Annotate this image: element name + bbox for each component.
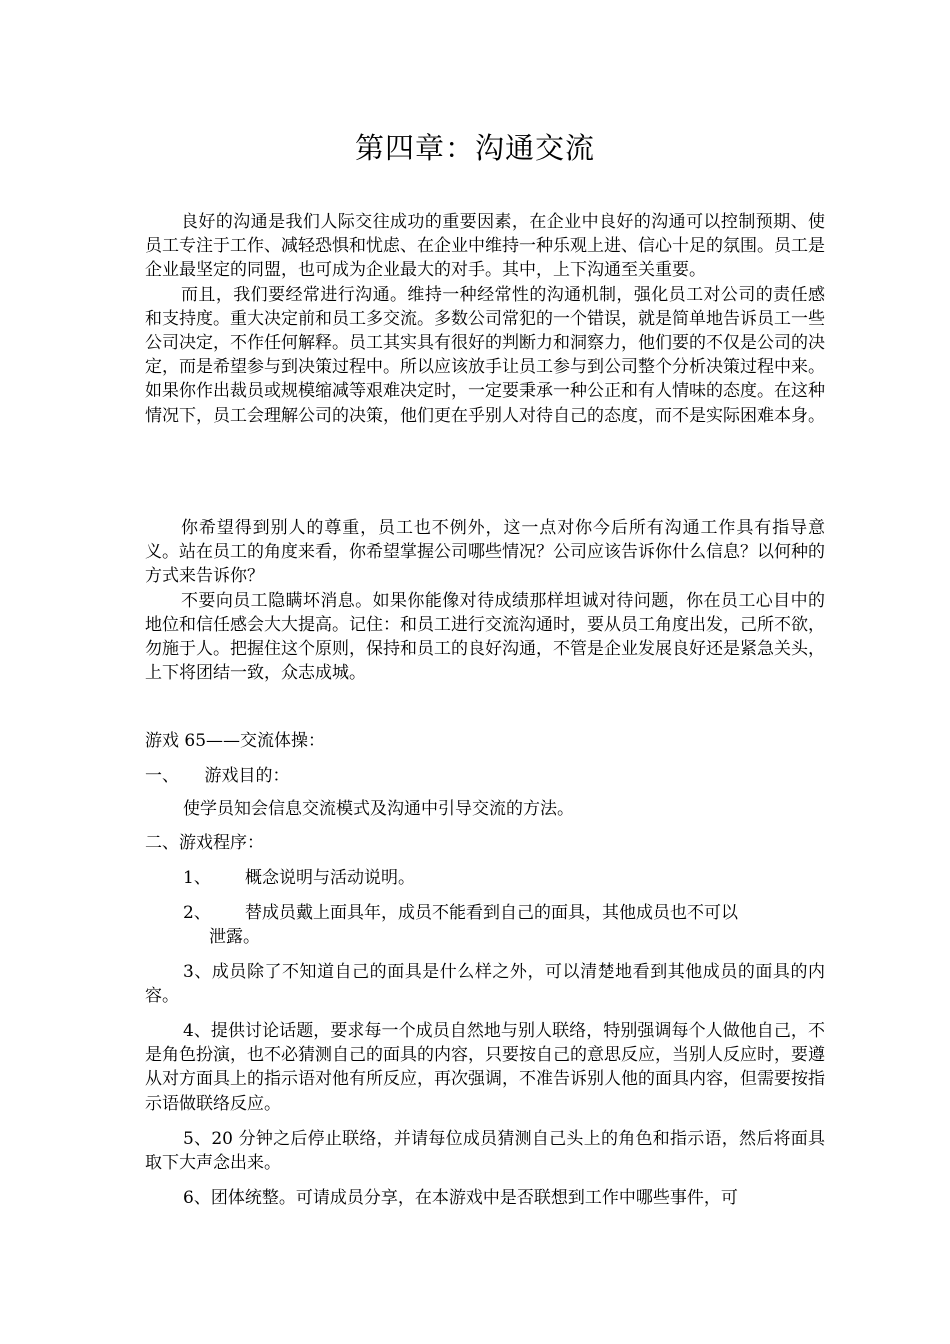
step-2-text-b: 泄露。 (209, 927, 260, 947)
intro-paragraph-3: 你希望得到别人的尊重，员工也不例外，这一点对你今后所有沟通工作具有指导意义。站在员工的角度来看，你希望掌握公司哪些情况？公司应该告诉你什么信息？以何种的方式来告诉你？ (145, 518, 825, 587)
step-5 (145, 1127, 825, 1175)
chapter-title: 第四章：沟通交流 (354, 131, 595, 165)
intro-block-1 (145, 210, 825, 428)
intro-paragraph-2: 而且，我们要经常进行沟通。维持一种经常性的沟通机制，强化员工对公司的责任感和支持度。重大决定前和员工多交流。多数公司常犯的一个错误，就是简单地告诉员工一些公司决定，不作任何解释。员工其实具有很好的判断力和洞察力，他们要的不仅是公司的决定，而是希望参与到决策过程中。所以应该放手让员工参与到公司整个分析决策过程中来。如果你作出裁员或规模缩减等艰难决定时，一定要秉承一种公正和有人情味的态度。在这种情况下，员工会理解公司的决策，他们更在乎别人对待自己的态度，而不是实际困难本身。 (145, 284, 825, 426)
step-3 (145, 960, 825, 1008)
step-4 (145, 1019, 825, 1116)
section-2-heading (145, 831, 825, 855)
step-2 (183, 901, 823, 949)
step-6-text: 6、团体统整。可请成员分享，在本游戏中是否联想到工作中哪些事件，可 (183, 1188, 738, 1208)
game-title (145, 729, 825, 753)
intro-paragraph-4: 不要向员工隐瞒坏消息。如果你能像对待成绩那样坦诚对待问题，你在员工心目中的地位和信任感会大大提高。记住：和员工进行交流沟通时，要从员工角度出发，己所不欲，勿施于人。把握住这个原则，保持和员工的良好沟通，不管是企业发展良好还是紧急关头，上下将团结一致，众志成城。 (145, 590, 825, 684)
step-1-number: 1、 (183, 868, 211, 888)
section-1-label: 一、 游戏目的： (145, 766, 290, 786)
game-title-text: 游戏 65——交流体操： (145, 731, 326, 751)
step-2-text-a: 替成员戴上面具年，成员不能看到自己的面具，其他成员也不可以 (245, 903, 738, 923)
section-1-heading (145, 764, 825, 788)
step-3-text: 3、成员除了不知道自己的面具是什么样之外，可以清楚地看到其他成员的面具的内容。 (145, 962, 825, 1007)
step-2-number: 2、 (183, 903, 211, 923)
intro-block-2 (145, 516, 825, 685)
step-5-text: 5、20 分钟之后停止联络，并请每位成员猜测自己头上的角色和指示语，然后将面具取下大声念出来。 (145, 1129, 825, 1174)
step-4-text: 4、提供讨论话题，要求每一个成员自然地与别人联络，特别强调每个人做他自己，不是角色扮演，也不必猜测自己的面具的内容，只要按自己的意思反应，当别人反应时，要遵从对方面具上的指示语对他有所反应，再次强调，不准告诉别人他的面具内容，但需要按指示语做联络反应。 (145, 1021, 825, 1114)
step-1 (183, 866, 823, 890)
section-2-label: 二、游戏程序： (145, 833, 264, 853)
game-purpose: 使学员知会信息交流模式及沟通中引导交流的方法。 (183, 799, 574, 819)
intro-paragraph-1: 良好的沟通是我们人际交往成功的重要因素，在企业中良好的沟通可以控制预期、使员工专注于工作、减轻恐惧和忧虑、在企业中维持一种乐观上进、信心十足的氛围。员工是企业最坚定的同盟，也可成为企业最大的对手。其中，上下沟通至关重要。 (145, 212, 825, 281)
step-6 (145, 1186, 825, 1210)
step-1-text: 概念说明与活动说明。 (245, 868, 415, 888)
